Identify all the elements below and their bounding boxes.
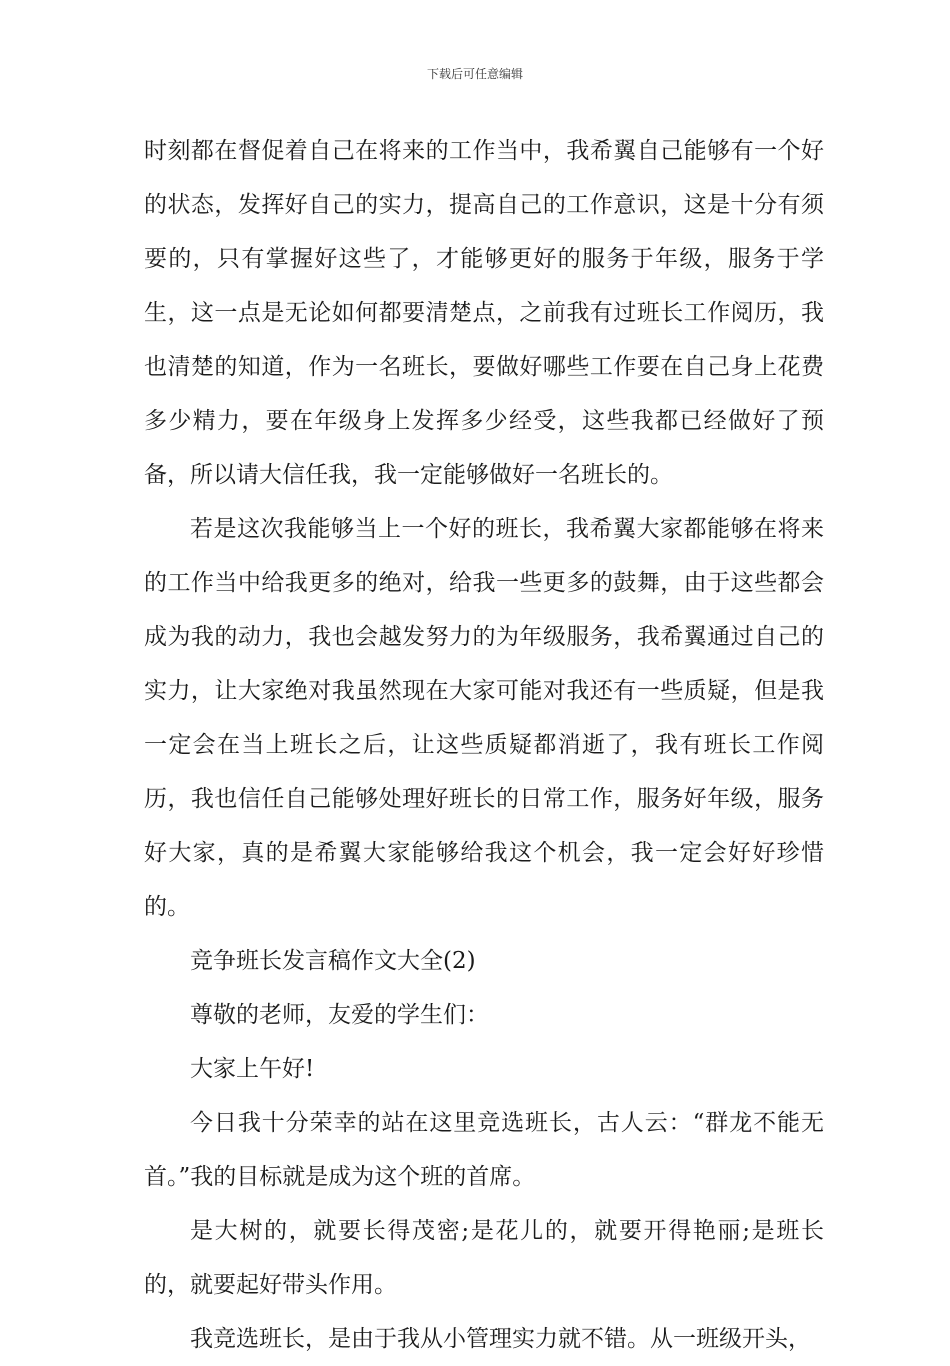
paragraph-1: 时刻都在督促着自己在将来的工作当中，我希翼自己能够有一个好的状态，发挥好自己的实力，提高自己的工作意识，这是十分有须要的，只有掌握好这些了，才能够更好的服务于年级，服务于学生，这一点是无论如何都要清楚点，之前我有过班长工作阅历，我也清楚的知道，作为一名班长，要做好哪些工作要在自己身上花费多少精力，要在年级身上发挥多少经受，这些我都已经做好了预备，所以请大信任我，我一定能够做好一名班长的。 [144, 138, 824, 488]
paragraph-5: 我竞选班长，是由于我从小管理实力就不错。从一班级开头， [190, 1326, 811, 1352]
page-header: 下载后可任意编辑 [426, 67, 523, 81]
salutation: 尊敬的老师，友爱的学生们： [190, 1002, 489, 1028]
section-title: 竞争班长发言稿作文大全(2) [190, 948, 476, 974]
document-body [144, 124, 824, 1366]
greeting: 大家上午好! [190, 1056, 315, 1082]
paragraph-3: 今日我十分荣幸的站在这里竞选班长，古人云：“群龙不能无首。”我的目标就是成为这个班的首席。 [144, 1110, 824, 1190]
paragraph-2: 若是这次我能够当上一个好的班长，我希翼大家都能够在将来的工作当中给我更多的绝对，给我一些更多的鼓舞，由于这些都会成为我的动力，我也会越发努力的为年级服务，我希翼通过自己的实力，让大家绝对我虽然现在大家可能对我还有一些质疑，但是我一定会在当上班长之后，让这些质疑都消逝了，我有班长工作阅历，我也信任自己能够处理好班长的日常工作，服务好年级，服务好大家，真的是希翼大家能够给我这个机会，我一定会好好珍惜的。 [144, 516, 824, 920]
paragraph-4: 是大树的，就要长得茂密;是花儿的，就要开得艳丽;是班长的，就要起好带头作用。 [144, 1218, 824, 1298]
